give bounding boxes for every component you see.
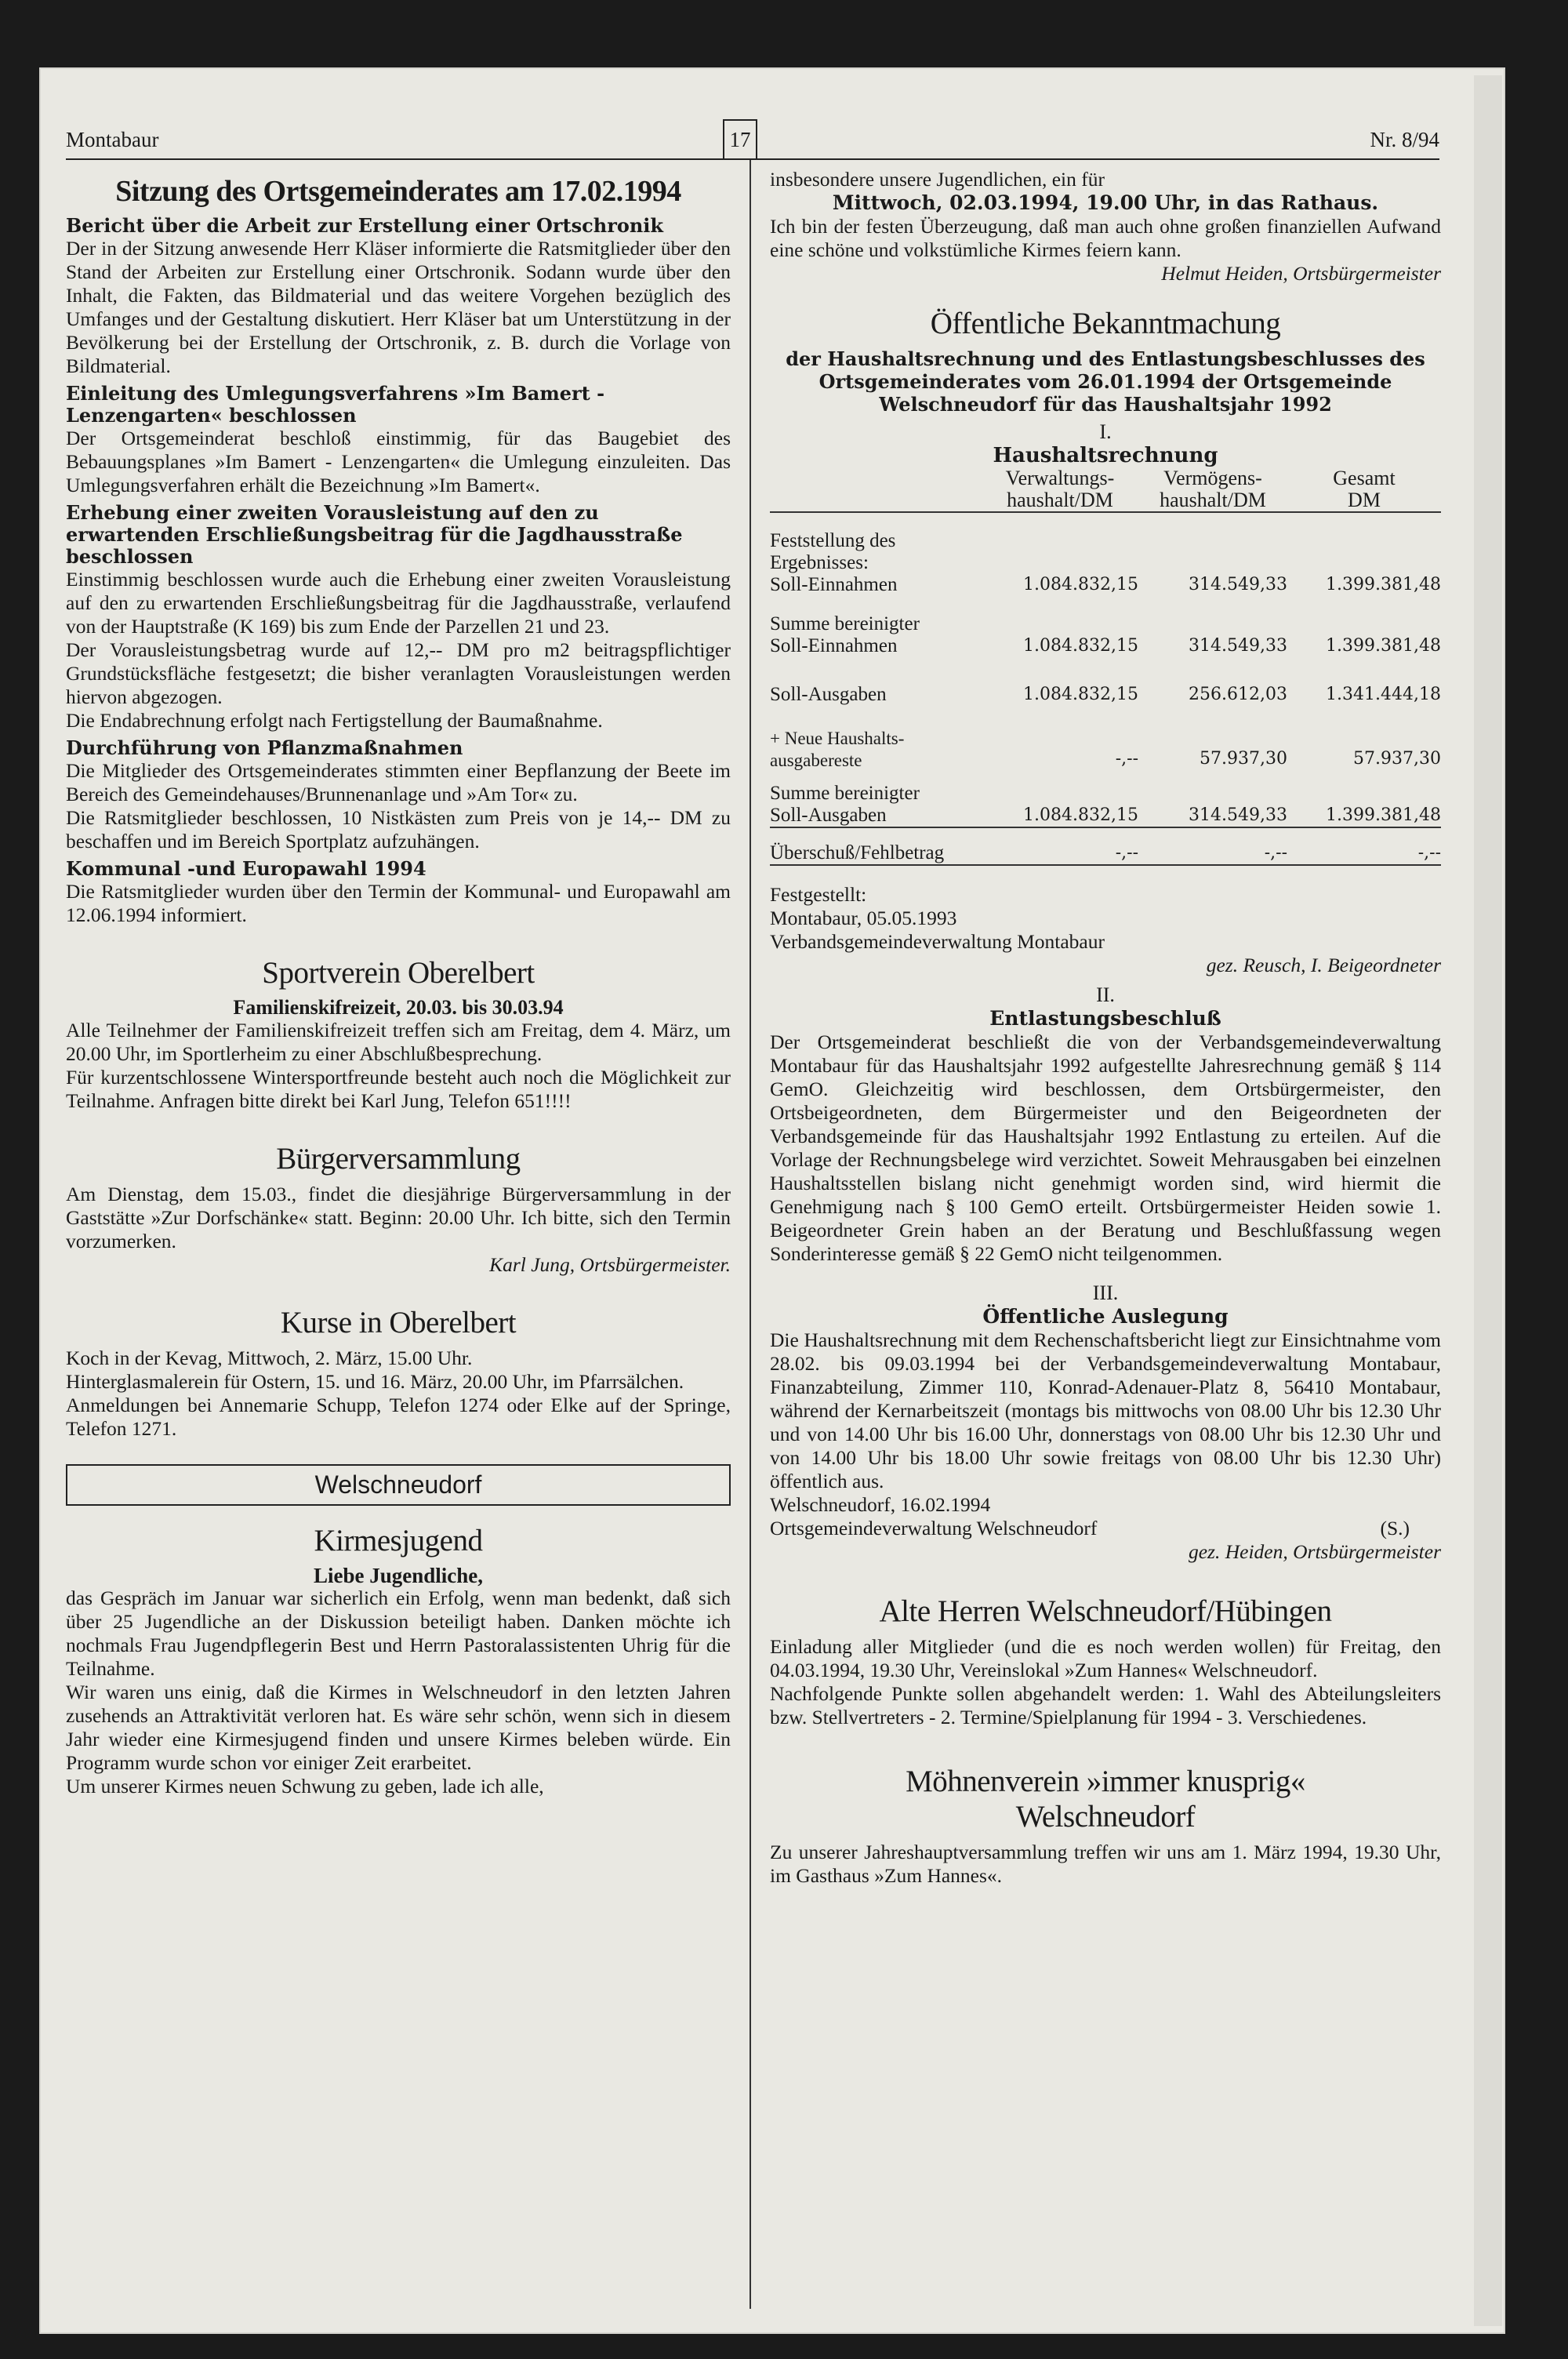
cell-value: 1.084.832,15	[1023, 575, 1138, 594]
subhead-vorausleistung: Erhebung einer zweiten Vorausleistung auf den zu erwartenden Erschließungsbeitrag für die Jagdhausstraße beschlossen	[66, 501, 683, 568]
cell-value: -,--	[982, 842, 1138, 865]
article-title-alteherren: Alte Herren Welschneudorf/Hübingen	[879, 1594, 1332, 1628]
row-label: Soll-Ausgaben	[770, 684, 887, 705]
subhead-skifreizeit: Familienskifreizeit, 20.03. bis 30.03.94	[233, 996, 564, 1019]
issue-number: Nr. 8/94	[1370, 128, 1439, 151]
subhead-pflanzmassnahmen: Durchführung von Pflanzmaßnahmen	[66, 736, 463, 759]
signature-reusch: gez. Reusch, I. Beigeordneter	[1206, 954, 1441, 976]
cell-value: 314.549,33	[1189, 636, 1287, 656]
para-vorausleistung-1: Einstimmig beschlossen wurde auch die Erhebung einer zweiten Vorausleistung auf den zu erwartenden Erschließungsbeitrag für die Jagdhausstraße, verlaufend von der Hauptstraße (K 169) bis zum Ende der Parzellen 21 und 23.	[66, 568, 731, 638]
subhead-entlastung: Entlastungsbeschluß	[989, 1007, 1221, 1030]
festgestellt-office: Verbandsgemeindeverwaltung Montabaur	[770, 930, 1105, 953]
page-content	[66, 118, 1441, 1887]
table-row	[770, 842, 1441, 865]
para-kirmes-1: das Gespräch im Januar war sicherlich ein Erfolg, wenn man bedenkt, daß sich über 25 Jugendliche an der Diskussion beteiligt haben. Danken möchte ich nochmals Frau Jugendpflegerin Best und Herrn Pastoralassistenten Uhrig für die Teilnahme.	[66, 1587, 731, 1680]
cell-value: 1.399.381,48	[1326, 575, 1441, 594]
para-vorausleistung-3: Die Endabrechnung erfolgt nach Fertigstellung der Baumaßnahme.	[66, 709, 603, 732]
page-edge	[1474, 75, 1502, 2326]
row-label: + Neue Haushalts-	[770, 729, 905, 748]
para-umlegung: Der Ortsgemeinderat beschloß einstimmig, für das Baugebiet des Bebauungsplanes »Im Bamert - Lenzengarten« die Umlegung einzuleiten. Das Umlegungsverfahren erhält die Bezeichnung »Im Bamert«.	[66, 427, 731, 496]
table-row	[770, 574, 1441, 596]
row-label: Überschuß/Fehlbetrag	[770, 842, 982, 865]
cell-value: 256.612,03	[1189, 685, 1287, 704]
festgestellt-date: Montabaur, 05.05.1993	[770, 907, 957, 929]
cell-value: 57.937,30	[1200, 749, 1287, 769]
kirmes-date-highlight: Mittwoch, 02.03.1994, 19.00 Uhr, in das Rathaus.	[832, 191, 1379, 214]
table-row	[770, 783, 1441, 805]
col-unit-gesamt: DM	[1287, 489, 1441, 512]
table-row	[770, 748, 1441, 770]
para-buergerversammlung: Am Dienstag, dem 15.03., findet die diesjährige Bürgerversammlung in der Gaststätte »Zur Dorfschänke« statt. Beginn: 20.00 Uhr. Ich bitte, sich den Termin vorzumerken.	[66, 1183, 731, 1252]
article-title-kurse: Kurse in Oberelbert	[280, 1306, 517, 1339]
para-kurse-2: Hinterglasmalerein für Ostern, 15. und 16. März, 20.00 Uhr, im Pfarrsälchen.	[66, 1370, 684, 1393]
para-auslegung: Die Haushaltsrechnung mit dem Rechenschaftsbericht liegt zur Einsichtnahme vom 28.02. bis 09.03.1994 bei der Verbandsgemeindeverwaltung Montabaur, Finanzabteilung, Zimmer 110, Konrad-Adenauer-Platz 8, 56410 Montabaur, während der Kernarbeitszeit (montags bis mittwochs von 08.00 Uhr bis 12.30 Uhr und von 14.00 Uhr bis 16.00 Uhr, donnerstags von 08.00 Uhr bis 12.30 Uhr und von 14.00 Uhr bis 18.00 Uhr sowie freitags von 08.00 Uhr bis 12.30 Uhr) öffentlich aus.	[770, 1329, 1441, 1492]
table-row	[770, 684, 1441, 706]
left-column	[66, 171, 731, 1798]
article-title-buergerversammlung: Bürgerversammlung	[276, 1142, 521, 1176]
para-alteherren-2: Nachfolgende Punkte sollen abgehandelt werden: 1. Wahl des Abteilungsleiters bzw. Stellvertreters - 2. Termine/Spielplanung für 1994 - 3. Verschiedenes.	[770, 1682, 1441, 1728]
table-row	[770, 635, 1441, 657]
cell-value: 1.341.444,18	[1326, 685, 1441, 704]
page-number: 17	[723, 119, 757, 160]
para-vorausleistung-2: Der Vorausleistungsbetrag wurde auf 12,-- DM pro m2 beitragspflichtiger Grundstücksfläche festgesetzt; die bisher veranlagten Vorausleistungen werden hiervon abgezogen.	[66, 638, 731, 708]
col-header-gesamt: Gesamt	[1333, 467, 1396, 489]
festgestellt-label: Festgestellt:	[770, 883, 867, 906]
cell-value: 1.084.832,15	[1023, 636, 1138, 656]
table-row	[770, 613, 1441, 635]
cell-value: 314.549,33	[1138, 805, 1287, 827]
cell-value: -,--	[1115, 749, 1138, 769]
row-label: Soll-Einnahmen	[770, 574, 898, 595]
para-kirmes-2: Wir waren uns einig, daß die Kirmes in Welschneudorf in den letzten Jahren zusehends an Attraktivität verloren hat. Es wäre sehr schön, wenn sich in diesem Jahr wieder eine Kirmesjugend finden und unsere Kirmes beleben würde. Ein Programm wurde schon vor einiger Zeit erarbeitet.	[66, 1681, 731, 1774]
cell-value: 57.937,30	[1353, 749, 1441, 769]
cell-value: 1.084.832,15	[982, 805, 1138, 827]
haushaltsrechnung-table	[770, 467, 1441, 866]
subhead-kirmes: Liebe Jugendliche,	[313, 1564, 483, 1587]
table-row	[770, 552, 1441, 574]
signature-jung: Karl Jung, Ortsbürgermeister.	[489, 1253, 731, 1276]
row-label: Summe bereinigter	[770, 613, 920, 634]
section-box-welschneudorf: Welschneudorf	[66, 1464, 731, 1506]
subhead-umlegung: Einleitung des Umlegungsverfahrens »Im Bamert - Lenzengarten« beschlossen	[66, 382, 605, 427]
roman-two: II.	[1096, 983, 1115, 1006]
header-town: Montabaur	[66, 128, 159, 151]
office-line	[770, 1517, 1441, 1540]
office-seal-mark: (S.)	[1380, 1517, 1410, 1539]
col-unit-verwaltung: haushalt/DM	[982, 489, 1138, 512]
signature-heiden-2: gez. Heiden, Ortsbürgermeister	[1188, 1540, 1441, 1563]
row-label: Summe bereinigter	[770, 783, 920, 804]
para-kirmes-cont: insbesondere unsere Jugendlichen, ein für	[770, 168, 1105, 191]
para-sport-1: Alle Teilnehmer der Familienskifreizeit treffen sich am Freitag, dem 4. März, um 20.00 Uhr, im Sportlerheim zu einer Abschlußbesprechung.	[66, 1019, 731, 1065]
article-title-moehnen-1: Möhnenverein »immer knusprig«	[906, 1765, 1305, 1798]
subhead-wahl: Kommunal -und Europawahl 1994	[66, 857, 426, 880]
row-label: Soll-Ausgaben	[770, 805, 982, 827]
article-title-moehnen-2: Welschneudorf	[1015, 1800, 1196, 1834]
para-kurse-3: Anmeldungen bei Annemarie Schupp, Telefon 1274 oder Elke auf der Springe, Telefon 1271.	[66, 1394, 731, 1440]
subhead-bekanntmachung: der Haushaltsrechnung und des Entlastungsbeschlusses des Ortsgemeinderates vom 26.01.1994 der Ortsgemeinde Welschneudorf für das Haushaltsjahr 1992	[786, 347, 1425, 416]
para-entlastung: Der Ortsgemeinderat beschließt die von der Verbandsgemeindeverwaltung Montabaur für das Haushaltsjahr 1992 aufgestellte Jahresrechnung gemäß § 114 GemO. Gleichzeitig wird beschlossen, dem Ortsbürgermeister, den Ortsbeigeordneten, dem Bürgermeister und den Beigeordneten der Verbandsgemeinde für das Haushaltsjahr 1992 Entlastung zu erteilen. Auf die Vorlage der Rechnungsbelege wird verzichtet. Soweit Mehrausgaben bei einzelnen Haushaltsstellen bislang nicht genehmigt worden sind, wird hiermit die Genehmigung nach § 100 GemO erteilt. Ortsbürgermeister Heiden sowie 1. Beigeordneter Grein haben an der Beratung und Beschlußfassung wegen Sonderinteresse gemäß § 22 GemO nicht teilgenommen.	[770, 1030, 1441, 1265]
table-header-row-1	[770, 467, 1441, 489]
cell-value: 1.399.381,48	[1326, 636, 1441, 656]
table-row	[770, 729, 1441, 748]
signature-heiden: Helmut Heiden, Ortsbürgermeister	[1161, 262, 1441, 285]
cell-value: 1.399.381,48	[1287, 805, 1441, 827]
subhead-ortschronik: Bericht über die Arbeit zur Erstellung einer Ortschronik	[66, 214, 664, 237]
table-row	[770, 530, 1441, 552]
row-label: Ergebnisses:	[770, 552, 869, 573]
row-label: Soll-Einnahmen	[770, 635, 898, 656]
col-header-vermoegen: Vermögens-	[1163, 467, 1262, 489]
article-title-kirmes: Kirmesjugend	[314, 1524, 483, 1558]
para-kirmes-3: Um unserer Kirmes neuen Schwung zu geben, lade ich alle,	[66, 1775, 544, 1797]
subhead-auslegung: Öffentliche Auslegung	[982, 1305, 1229, 1328]
roman-three: III.	[1092, 1281, 1119, 1304]
para-ortschronik: Der in der Sitzung anwesende Herr Kläser informierte die Ratsmitglieder über den Stand der Arbeiten zur Erstellung einer Ortschronik. Sodann wurde über den Inhalt, die Fakten, das Bildmaterial und das weitere Vorgehen bezüglich des Umfanges und der Gestaltung diskutiert. Herr Kläser bat um Unterstützung in der Bevölkerung bei der Erstellung der Ortschronik, z. B. durch die Vorlage von Bildmaterial.	[66, 237, 731, 377]
article-title-ortsgemeinderat: Sitzung des Ortsgemeinderates am 17.02.1994	[115, 175, 681, 208]
row-label: Feststellung des	[770, 530, 896, 551]
cell-value: -,--	[1138, 842, 1287, 865]
col-header-verwaltung: Verwaltungs-	[1005, 467, 1115, 489]
para-moehnen: Zu unserer Jahreshauptversammlung treffen wir uns am 1. März 1994, 19.30 Uhr, im Gasthaus »Zum Hannes«.	[770, 1841, 1441, 1887]
place-date: Welschneudorf, 16.02.1994	[770, 1493, 991, 1516]
column-divider	[750, 160, 751, 2309]
para-alteherren-1: Einladung aller Mitglieder (und die es noch werden wollen) für Freitag, den 04.03.1994, 19.30 Uhr, Vereinslokal »Zum Hannes« Welschneudorf.	[770, 1635, 1441, 1681]
article-title-sportverein: Sportverein Oberelbert	[262, 956, 535, 990]
para-kirmes-conviction: Ich bin der festen Überzeugung, daß man auch ohne großen finanziellen Aufwand eine schöne und volkstümliche Kirmes feiern kann.	[770, 215, 1441, 261]
table-title-haushaltsrechnung: Haushaltsrechnung	[993, 444, 1218, 467]
col-unit-vermoegen: haushalt/DM	[1138, 489, 1287, 512]
roman-one: I.	[1099, 420, 1112, 443]
page-header	[66, 118, 1439, 160]
office-name: Ortsgemeindeverwaltung Welschneudorf	[770, 1517, 1098, 1539]
cell-value: 314.549,33	[1189, 575, 1287, 594]
para-sport-2: Für kurzentschlossene Wintersportfreunde besteht auch noch die Möglichkeit zur Teilnahme. Anfragen bitte direkt bei Karl Jung, Telefon 651!!!!	[66, 1066, 731, 1112]
right-column	[770, 168, 1441, 1888]
table-header-row-2	[770, 489, 1441, 512]
table-row	[770, 805, 1441, 827]
para-wahl: Die Ratsmitglieder wurden über den Termin der Kommunal- und Europawahl am 12.06.1994 informiert.	[66, 880, 731, 926]
cell-value: 1.084.832,15	[1023, 685, 1138, 704]
para-pflanz-1: Die Mitglieder des Ortsgemeinderates stimmten einer Bepflanzung der Beete im Bereich des Gemeindehauses/Brunnenanlage und »Am Tor« zu.	[66, 759, 731, 805]
article-title-bekanntmachung: Öffentliche Bekanntmachung	[930, 307, 1281, 340]
para-kurse-1: Koch in der Kevag, Mittwoch, 2. März, 15.00 Uhr.	[66, 1347, 473, 1369]
row-label: ausgabereste	[770, 751, 862, 770]
cell-value: -,--	[1287, 842, 1441, 865]
para-pflanz-2: Die Ratsmitglieder beschlossen, 10 Nistkästen zum Preis von je 14,-- DM zu beschaffen und im Bereich Sportplatz aufzuhängen.	[66, 806, 731, 852]
